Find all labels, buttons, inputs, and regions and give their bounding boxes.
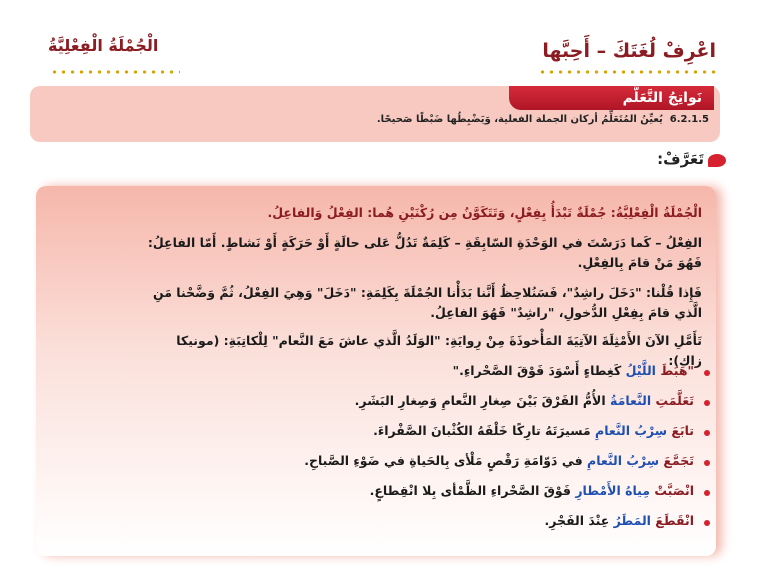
definition: الْجُمْلَةُ الْفِعْلِيَّةُ: جُمْلَةٌ تَبْدَأُ بِفِعْلٍ، وَتَتَكَوَّنُ مِن رُكْنَيْنِ هُما: الفِعْلُ وَالفاعِلُ. <box>267 205 702 220</box>
paragraph-example: فَإِذا قُلْنا: "دَخَلَ راشِدٌ"، فَسَنُلاحِظُ أَنَّنا بَدَأْنا الجُمْلَةَ بِكَلِمَةِ: "دَخَلَ" وَهِيَ الفِعْلُ، ثُمَّ وَضَّحْنا مَنِ الَّذي قامَ بِفِعْلِ الدُّخولِ، "راشِدٌ" فَهُوَ الفاعِلُ. <box>152 285 702 320</box>
example-item <box>545 513 694 528</box>
paragraph-verb: الفِعْلُ – كَما دَرَسْتَ في الوَحْدَةِ السّابِقَةِ – كَلِمَةٌ تَدُلُّ عَلى حالَةٍ أَوْ حَرَكَةٍ أَوْ نَشاطٍ. أَمّا الفاعِلُ: فَهُوَ مَنْ قامَ بِالفِعْلِ. <box>147 235 702 270</box>
example-item <box>370 483 694 498</box>
example-item <box>453 363 694 378</box>
example-subject: مِياهُ الأَمْطارِ <box>575 483 650 498</box>
drop-bullet-icon <box>708 154 726 167</box>
title-underline-dots <box>538 70 716 74</box>
page-title: اعْرِفْ لُغَتَكَ – أَحِبَّها <box>542 40 716 62</box>
outcome-text: يُعيِّنُ المُتَعَلِّمُ أركان الجملة الفعلية، وَيَضْبِطُها ضَبْطًا صَحيحًا. <box>376 114 663 125</box>
example-rest: كَغِطاءٍ أَسْوَدَ فَوْقَ الصَّحْراءِ." <box>452 363 622 378</box>
paragraph-examples-intro: تَأَمَّلِ الآنَ الأَمْثِلَةَ الآتِيَةَ المَأْخوذَةَ مِنْ رِوايَةِ: "الوَلَدُ الَّذي عاشَ مَعَ النَّعام" لِلْكاتِبَةِ: (مونيكا زاك): <box>176 333 702 368</box>
example-subject: سِرْبُ النَّعامِ <box>587 453 660 468</box>
example-verb: تَعَلَّمَتِ <box>655 393 694 408</box>
example-rest: الأُمُّ الفَرْقَ بَيْنَ صِغارِ النَّعامِ وَصِغارِ البَشَرِ. <box>354 393 606 408</box>
example-subject: المَطَرُ <box>613 513 651 528</box>
lesson-title: الْجُمْلَةُ الْفِعْلِيَّةُ <box>48 36 159 55</box>
example-subject: النَّعامَةُ <box>610 393 652 408</box>
learning-outcome <box>377 114 709 125</box>
example-rest: في دَوّامَةِ رَقْصٍ مَلْأى بِالحَياةِ في ضَوْءِ الصَّباحِ. <box>304 453 583 468</box>
example-verb: تابَعَ <box>671 423 694 438</box>
example-subject: اللَّيْلُ <box>625 363 656 378</box>
lesson-underline-dots <box>50 70 180 74</box>
example-rest: مَسيرَتَهُ تارِكًا خَلْفَهُ الكُثْبانَ الصَّفْراءَ. <box>373 423 591 438</box>
example-item <box>373 423 694 438</box>
example-rest: فَوْقَ الصَّحْراءِ الظَّمْأى بِلا انْقِطاعٍ. <box>369 483 571 498</box>
example-item <box>304 453 694 468</box>
example-verb: "هَبَطَ <box>660 363 694 378</box>
example-item <box>355 393 694 408</box>
example-verb: انْقَطَعَ <box>655 513 694 528</box>
example-rest: عِنْدَ الفَجْرِ. <box>544 513 610 528</box>
example-verb: تَجَمَّعَ <box>663 453 694 468</box>
example-verb: انْصَبَّتْ <box>654 483 694 498</box>
outcome-code: 6.2.1.5 <box>669 114 709 125</box>
example-subject: سِرْبُ النَّعامِ <box>595 423 668 438</box>
learn-heading: تَعَرَّفْ: <box>657 150 704 168</box>
learning-outcomes-label: نَواتِجُ التَّعَلُّم <box>509 86 714 110</box>
